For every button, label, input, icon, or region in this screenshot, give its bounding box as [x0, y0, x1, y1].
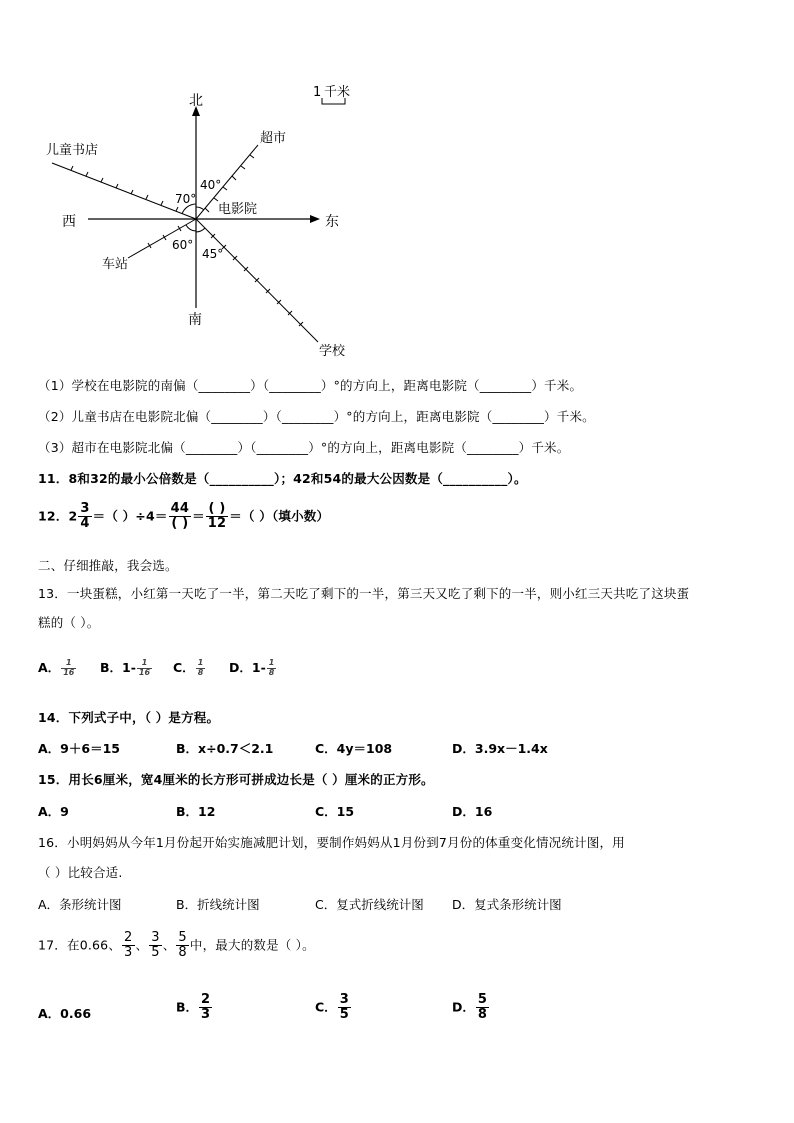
q17-option-d: D． $\frac{5}{8}$ [452, 992, 487, 1023]
q16-line2: （ ）比较合适. [38, 865, 123, 880]
q17-option-c: C． $\frac{3}{5}$ [315, 992, 349, 1023]
q14-option-a: A．9＋6＝15 [38, 741, 120, 756]
q15-option-c: C．15 [315, 804, 355, 819]
q12-mid: ＝（ ）÷4＝ [92, 508, 168, 524]
q12-fraction-3: $\frac{( )}{12}$ [207, 501, 227, 532]
bookstore-label: 儿童书店 [46, 143, 99, 158]
west-label: 西 [62, 214, 76, 230]
south-label: 南 [188, 312, 202, 328]
q16-option-c: C．复式折线统计图 [315, 897, 424, 912]
q13-option-a: A． $\frac{1}{16}$ [38, 658, 75, 677]
arc-ne [196, 207, 204, 210]
q12-mixed-fraction: $\frac{3}{4}$ [80, 501, 90, 532]
q14-option-b: B．x÷0.7＜2.1 [176, 741, 274, 756]
q16-line1: 16．小明妈妈从今年1月份起开始实施减肥计划，要制作妈妈从1月份到7月份的体重变化情况统计图，用 [38, 835, 625, 850]
arc-se [196, 228, 205, 232]
ray-school [196, 219, 318, 342]
q12-fraction-2: $\frac{44}{( )}$ [170, 501, 190, 532]
angle-se-label: 45° [202, 247, 224, 261]
q10-sub1: （1）学校在电影院的南偏（________）（________）°的方向上，距离电影院（________）千米。 [38, 378, 583, 393]
q14-stem: 14．下列式子中，（ ）是方程。 [38, 710, 220, 725]
ray-bookstore [52, 163, 196, 219]
q12 [38, 502, 329, 532]
q15-option-d: D．16 [452, 804, 493, 819]
q17-option-b: B． $\frac{2}{3}$ [176, 992, 211, 1023]
q11: 11．8和32的最小公倍数是（__________）；42和54的最大公因数是（__________）。 [38, 471, 527, 486]
scale-bar [313, 84, 350, 104]
station-label: 车站 [102, 257, 129, 272]
q12-number: 12． [38, 508, 69, 524]
center-label: 电影院 [218, 202, 258, 217]
east-label: 东 [325, 214, 339, 230]
scale-unit: 千米 [324, 85, 351, 100]
q16-option-d: D．复式条形统计图 [452, 897, 562, 912]
q12-whole: 2 [68, 508, 78, 524]
q13-option-b: B．1- $\frac{1}{16}$ [100, 658, 151, 677]
q13-option-d: D．1- $\frac{1}{8}$ [229, 658, 275, 677]
q14-option-c: C．4y＝108 [315, 741, 393, 756]
east-arrowhead [310, 215, 320, 223]
angle-ne-label: 40° [200, 178, 222, 192]
q15-option-a: A．9 [38, 804, 69, 819]
q16-option-a: A．条形统计图 [38, 897, 122, 912]
q13-line2: 糕的（ ）。 [38, 615, 100, 630]
q17-stem: 17．在0.66、 $\frac{2}{3}$ 、 $\frac{3}{5}$ 、 $\frac{5}{8}$ 中，最大的数是（ ）。 [38, 930, 315, 961]
direction-diagram [0, 0, 794, 365]
q16-option-b: B．折线统计图 [176, 897, 260, 912]
supermarket-label: 超市 [260, 131, 287, 146]
scale-label: 1 [313, 85, 322, 100]
q15-option-b: B．12 [176, 804, 216, 819]
q17-option-a: A．0.66 [38, 1006, 92, 1021]
q14-option-d: D．3.9x－1.4x [452, 741, 548, 756]
q12-eq: ＝ [192, 508, 205, 524]
angle-sw-label: 60° [172, 238, 194, 252]
q13-line1: 13．一块蛋糕，小红第一天吃了一半，第二天吃了剩下的一半，第三天又吃了剩下的一半，则小红三天共吃了这块蛋 [38, 586, 690, 601]
arc-sw [186, 225, 196, 231]
angle-nw-label: 70° [175, 192, 197, 206]
section-2-title: 二、仔细推敲，我会选。 [38, 558, 178, 573]
q12-tail: ＝（ ）（填小数） [229, 508, 330, 524]
q15-stem: 15．用长6厘米，宽4厘米的长方形可拼成边长是（ ）厘米的正方形。 [38, 772, 434, 787]
q10-sub3: （3）超市在电影院北偏（________）（________）°的方向上，距离电影院（________）千米。 [38, 440, 570, 455]
q13-option-c: C． $\frac{1}{8}$ [173, 658, 204, 677]
north-label: 北 [189, 93, 203, 109]
school-label: 学校 [319, 344, 346, 359]
q10-sub2: （2）儿童书店在电影院北偏（________）（________）°的方向上，距离电影院（________）千米。 [38, 409, 595, 424]
